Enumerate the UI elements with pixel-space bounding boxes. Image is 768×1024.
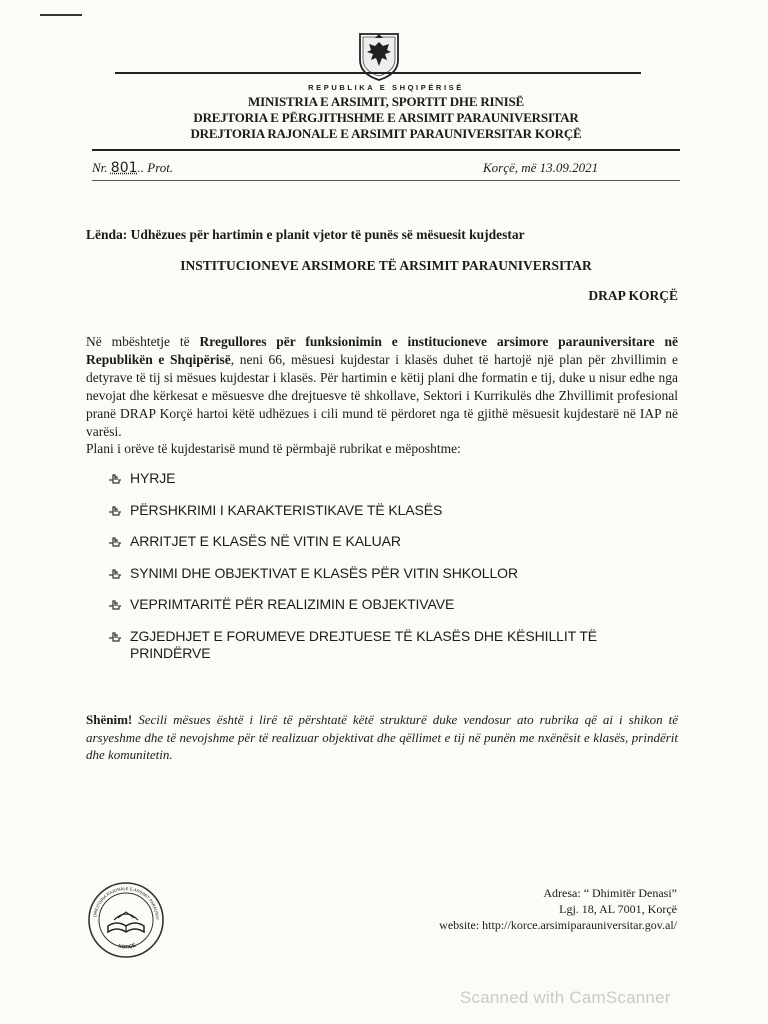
- subject-text: Udhëzues për hartimin e planit vjetor të punës së mësuesit kujdestar: [130, 227, 525, 242]
- rubrics-intro: Plani i orëve të kujdestarisë mund të përmbajë rubrikat e mëposhtme:: [86, 441, 461, 456]
- note-text: Secili mësues është i lirë të përshtatë këtë strukturë duke vendosur ato rubrika që ai i shikon të arsyeshme dhe të nevojshme për të realizuar objektivat dhe qëllimet e tij në punën me nxënësit e klasës, prindërit dhe komunitetin.: [86, 712, 678, 762]
- address-website: website: http://korce.arsimiparauniversitar.gov.al/: [439, 918, 677, 932]
- hand-pointer-bullet-icon: [108, 535, 122, 548]
- address-line-2: Lgj. 18, AL 7001, Korçë: [559, 902, 677, 916]
- hand-pointer-bullet-icon: [108, 598, 122, 611]
- note-lead: Shënim!: [86, 712, 133, 727]
- ministry-line-2: DREJTORIA E PËRGJITHSHME E ARSIMIT PARAUNIVERSITAR: [193, 110, 579, 125]
- recipient: INSTITUCIONEVE ARSIMORE TË ARSIMIT PARAUNIVERSITAR: [180, 258, 592, 273]
- list-item: HYRJE: [108, 470, 628, 487]
- address-line-1: Adresa: “ Dhimitër Denasi”: [543, 886, 677, 900]
- nr-suffix: .. Prot.: [137, 160, 174, 175]
- body-text-a: Në mbështetje të: [86, 334, 200, 349]
- ministry-line-3: DREJTORIA RAJONALE E ARSIMIT PARAUNIVERSITAR KORÇË: [190, 126, 582, 141]
- rubrics-list: [108, 470, 628, 676]
- hand-pointer-bullet-icon: [108, 504, 122, 517]
- place-date: Korçë, më 13.09.2021: [483, 160, 599, 175]
- header-rule-bottom: [92, 149, 680, 151]
- header-rule-top: [115, 72, 641, 74]
- list-item: SYNIMI DHE OBJEKTIVAT E KLASËS PËR VITIN SHKOLLOR: [108, 565, 628, 582]
- list-item: VEPRIMTARITË PËR REALIZIMIN E OBJEKTIVAVE: [108, 596, 628, 613]
- list-item: ARRITJET E KLASËS NË VITIN E KALUAR: [108, 533, 628, 550]
- sender: DRAP KORÇË: [588, 288, 678, 303]
- scan-mark: [40, 14, 82, 16]
- note-paragraph: [86, 711, 678, 764]
- regulation-title: Rregullores për funksionimin e institucioneve arsimore parauniversitare në Republikën e Shqipërisë: [86, 334, 678, 367]
- letterhead: [92, 83, 680, 142]
- ministry-line-1: MINISTRIA E ARSIMIT, SPORTIT DHE RINISË: [248, 94, 524, 109]
- nr-prefix: Nr.: [92, 160, 108, 175]
- subject-label: Lënda:: [86, 227, 128, 242]
- nr-value: 801: [110, 160, 138, 176]
- open-book-seal-icon: [86, 880, 166, 960]
- seal-text-bottom: KORÇË: [117, 942, 137, 951]
- seal-text-top: DREJTORIA RAJONALE E ARSIMIT PARAUNIV: [92, 885, 161, 920]
- camscanner-watermark: Scanned with CamScanner: [460, 988, 671, 1007]
- hand-pointer-bullet-icon: [108, 567, 122, 580]
- list-item: ZGJEDHJET E FORUMEVE DREJTUESE TË KLASËS DHE KËSHILLIT TË PRINDËRVE: [108, 628, 628, 662]
- reference-rule: [92, 180, 680, 181]
- albanian-eagle-emblem-icon: [356, 30, 402, 82]
- body-paragraph: [86, 333, 678, 441]
- hand-pointer-bullet-icon: [108, 630, 122, 643]
- republika-label: REPUBLIKA E SHQIPËRISË: [308, 83, 464, 92]
- protocol-number: [92, 160, 173, 176]
- hand-pointer-bullet-icon: [108, 472, 122, 485]
- list-item: PËRSHKRIMI I KARAKTERISTIKAVE TË KLASËS: [108, 502, 628, 519]
- subject-line: [86, 227, 686, 243]
- svg-text:KORÇË: [118, 942, 138, 951]
- address-block: [420, 885, 677, 933]
- body-text-c: , neni 66, mësuesi kujdestar i klasës duhet të hartojë një plan për zhvillimin e detyrave të tij si mësues kujdestar i klasës. Për hartimin e këtij plani dhe formatin e tij, duke u nisur edhe nga nevojat dhe kërkesat e mësuesve dhe drejtuesve të shkollave, Sektori i Kurrikulës dhe Zhvillimit profesional pranë DRAP Korçë hartoi këtë udhëzues i cili mund të përdoret nga të gjithë mësuesit kujdestarë në IAP në varësi.: [86, 352, 679, 439]
